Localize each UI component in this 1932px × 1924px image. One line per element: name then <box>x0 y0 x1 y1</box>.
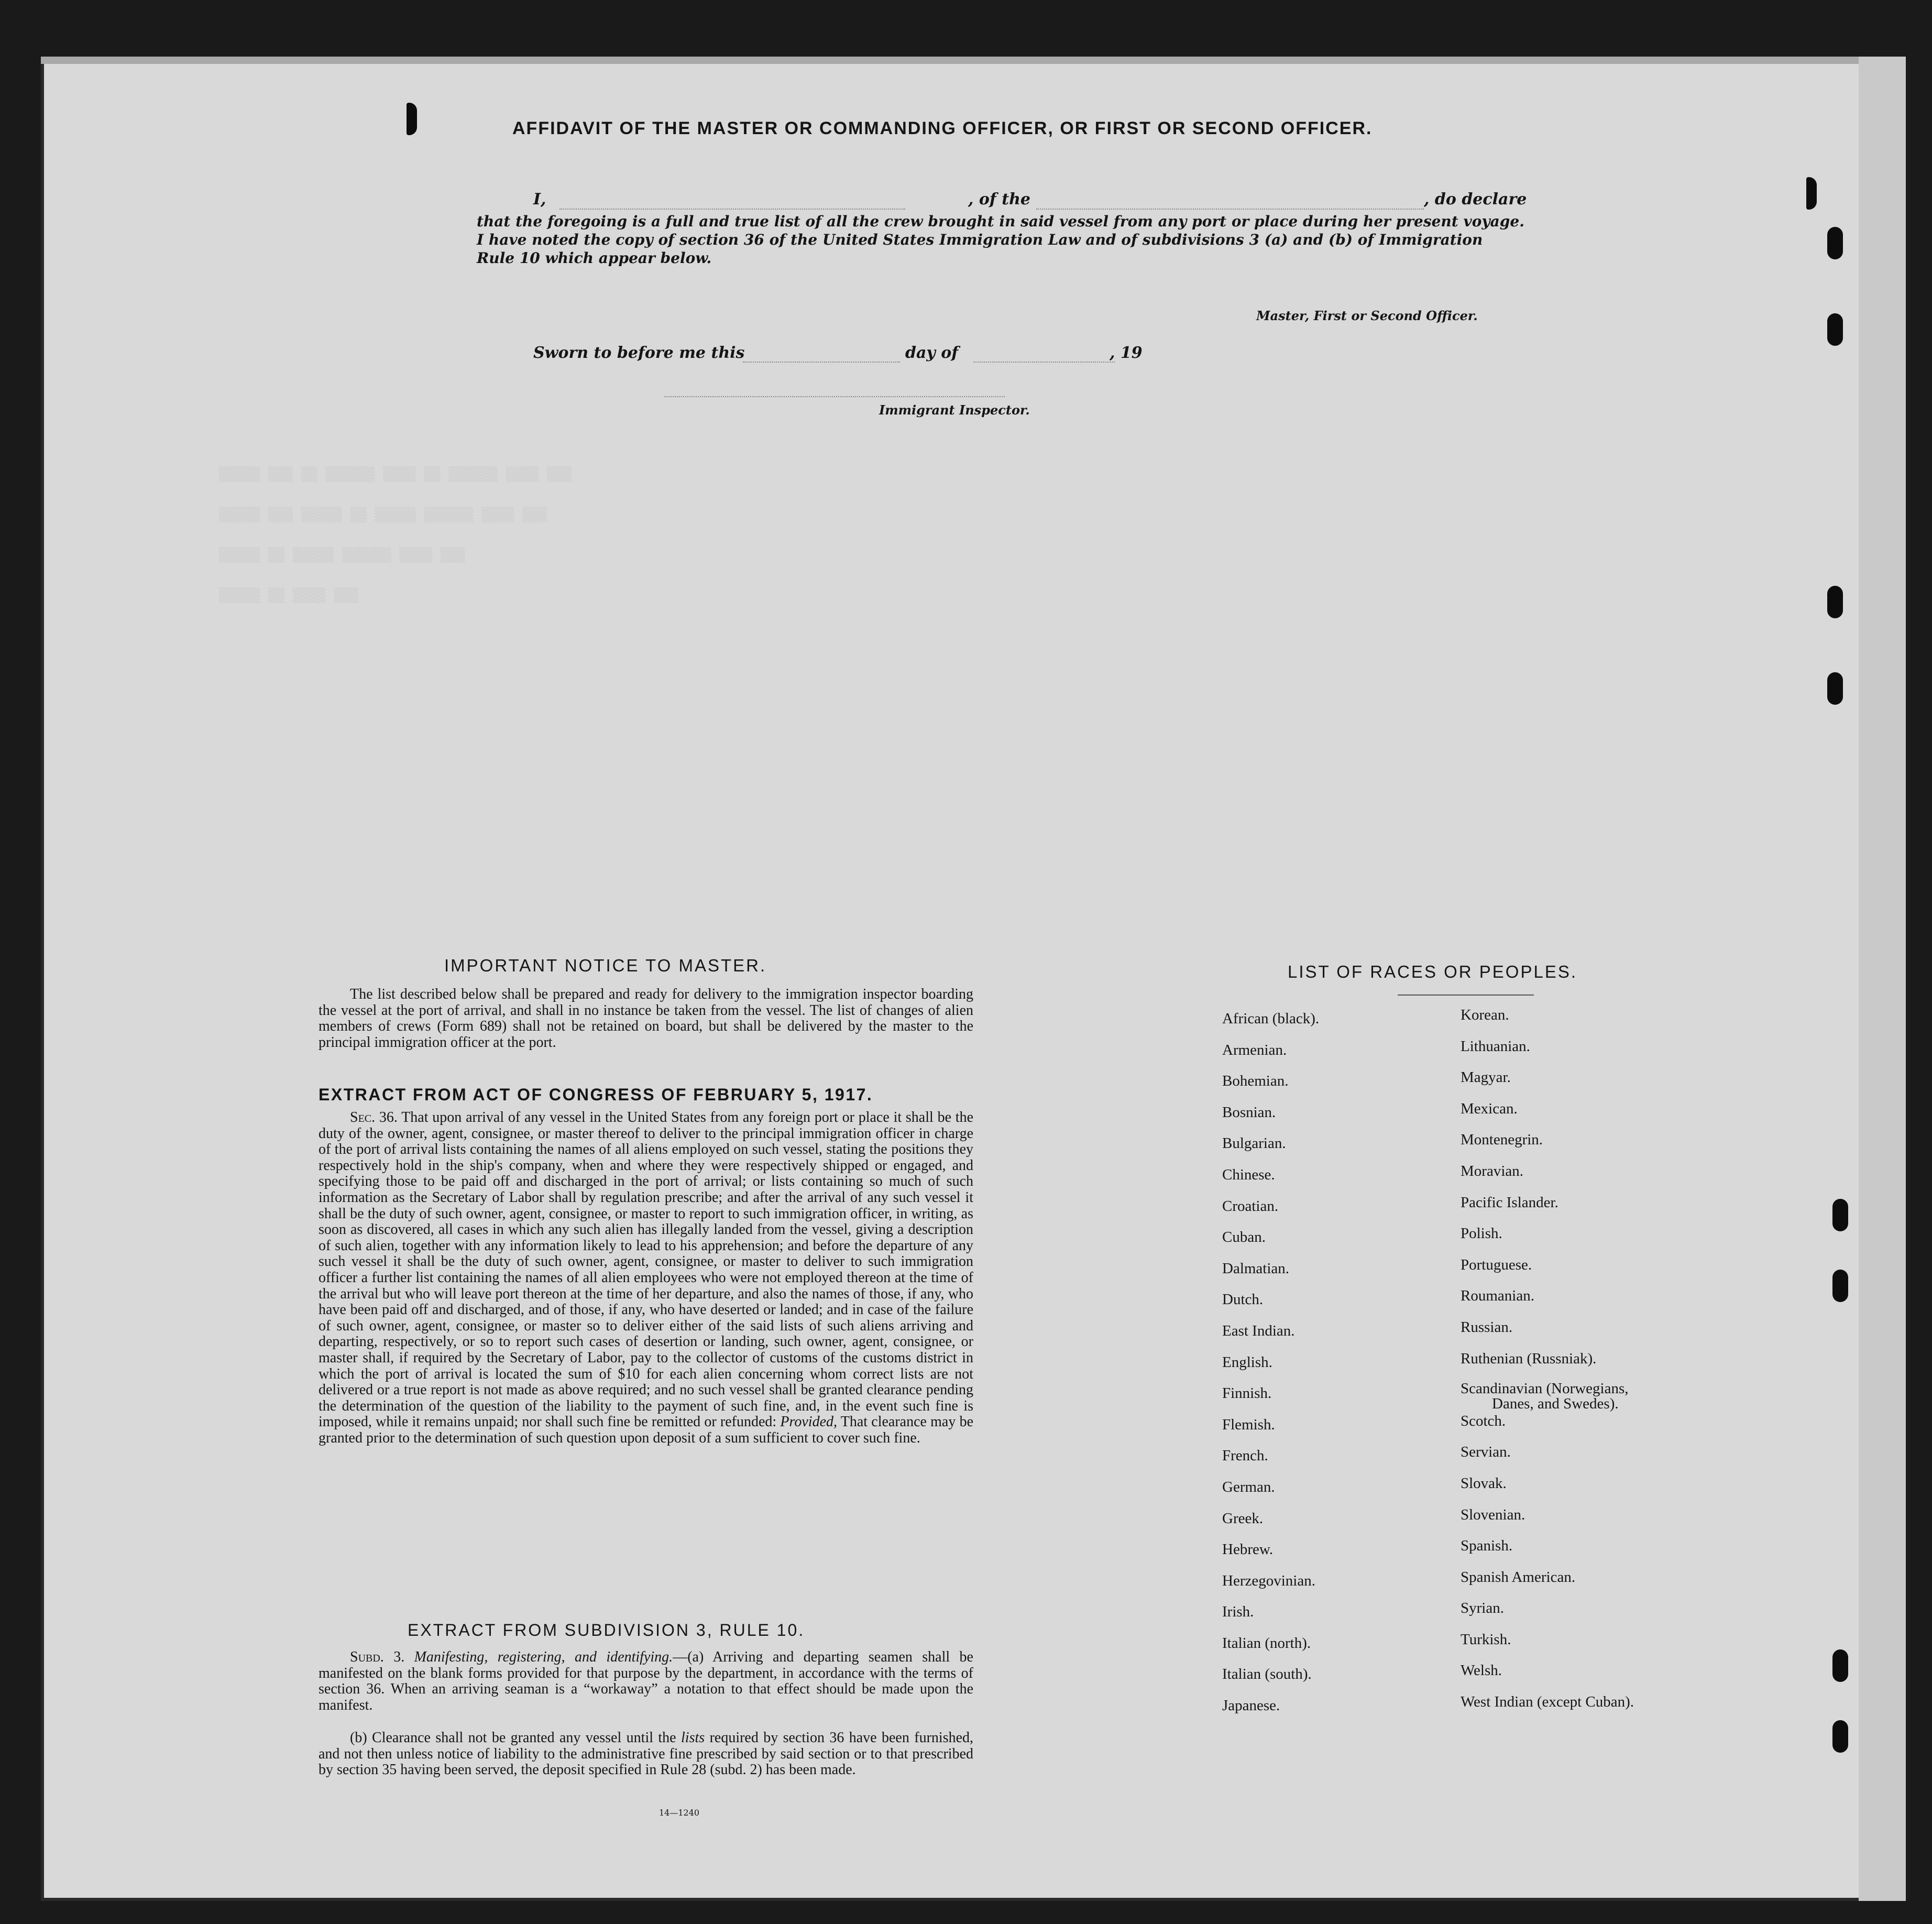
race-item: Mexican. <box>1461 1100 1518 1117</box>
sworn-month-line <box>973 362 1115 363</box>
race-item: Ruthenian (Russniak). <box>1461 1350 1597 1367</box>
name-field-line <box>559 209 905 210</box>
race-item: Bulgarian. <box>1222 1135 1286 1152</box>
race-item: Dutch. <box>1222 1291 1264 1308</box>
affidavit-declare-label: , do declare <box>1424 190 1527 209</box>
punch-hole-icon <box>1806 177 1817 210</box>
race-item-scandinavian: Scandinavian (Norwegians, <box>1461 1380 1629 1397</box>
day-of-label: day of <box>905 344 959 362</box>
race-item-scandinavian-cont: Danes, and Swedes). <box>1492 1395 1619 1413</box>
punch-hole-icon <box>1827 313 1843 346</box>
races-left-column <box>1222 1010 1442 1729</box>
race-item: Italian (south). <box>1222 1666 1312 1683</box>
act-provided-label: Provided, <box>780 1414 838 1430</box>
notice-text: The list described below shall be prepared and ready for delivery to the immigration inspector boarding the vessel at the port of arrival, and shall in no instance be taken from the vessel. The list of changes of alien members of crews (Form 689) shall not be retained on board, but shall be delivered by the master to the principal immigration officer at the port. <box>319 986 973 1051</box>
affidavit-of-the-label: , of the <box>968 190 1031 209</box>
race-item: Italian (north). <box>1222 1634 1311 1652</box>
punch-hole-icon <box>1827 586 1843 618</box>
race-item: Dalmatian. <box>1222 1260 1290 1277</box>
affidavit-line-3: I have noted the copy of section 36 of the United States Immigration Law and of subdivisions 3 (a) and (b) of Immigration <box>477 231 1483 248</box>
document-page <box>41 57 1906 1901</box>
race-item: Turkish. <box>1461 1631 1511 1648</box>
right-binding-strip <box>1859 57 1906 1901</box>
race-item: Lithuanian. <box>1461 1037 1530 1055</box>
race-item: Servian. <box>1461 1444 1511 1461</box>
sworn-label: Sworn to before me this <box>533 344 745 362</box>
punch-hole-icon <box>407 103 417 135</box>
rule-para-b-rest: required by section 36 have been furnished, and not then unless notice of liability to the administrative fine prescribed by said section or to that prescribed by section 35 having been served, the deposit specified in Rule 28 (subd. 2) has been made. <box>319 1730 974 1778</box>
form-number: 14—1240 <box>659 1808 700 1818</box>
race-item: Armenian. <box>1222 1041 1287 1058</box>
race-item: Magyar. <box>1461 1069 1511 1086</box>
race-item: African (black). <box>1222 1010 1320 1027</box>
race-item: Pacific Islander. <box>1461 1194 1558 1211</box>
race-item: Finnish. <box>1222 1385 1272 1402</box>
race-item: Cuban. <box>1222 1229 1266 1246</box>
bleed-through-text: ▒▒▒▒▒ ▒▒▒ ▒▒ ▒▒▒▒▒▒ ▒▒▒▒ ▒▒ ▒▒▒▒▒▒ ▒▒▒▒ ▒▒▒ ▒▒▒▒▒ ▒▒▒ ▒▒▒▒▒ ▒▒ ▒▒▒▒▒ ▒▒▒▒▒▒ ▒▒▒▒ ▒▒▒ ▒▒▒▒▒ ▒▒ ▒▒▒▒▒ ▒▒▒▒▒▒ ▒▒▒▒ ▒▒▒ ▒▒▒▒▒ ▒▒ ▒▒▒▒ ▒▒▒ <box>219 467 572 604</box>
race-item: Korean. <box>1461 1007 1509 1023</box>
race-item: Welsh. <box>1461 1662 1502 1679</box>
race-item: Syrian. <box>1461 1600 1504 1617</box>
sworn-day-line <box>743 362 900 363</box>
race-item: Spanish American. <box>1461 1568 1576 1586</box>
race-item: Bohemian. <box>1222 1073 1289 1090</box>
race-item: Chinese. <box>1222 1166 1275 1183</box>
punch-hole-icon <box>1832 1270 1848 1302</box>
race-item: Portuguese. <box>1461 1256 1532 1273</box>
act-section-text: That upon arrival of any vessel in the United States from any foreign port or place it shall be the duty of the owner, agent, consignee, or master thereof to deliver to the principal immigration officer in charge of the port of arrival lists containing the names of all aliens employed on such vessel, stating the positions they respectively hold in the ship's company, when and where they were respectively shipped or engaged, and specifying those to be paid off and discharged in the port of arrival; or lists containing so much of such information as the Secretary of Labor shall by regulation prescribe; and after the arrival of any such vessel it shall be the duty of such owner, agent, consignee, or master to report to such immigration officer, in writing, as soon as discovered, all cases in which any such alien has illegally landed from the vessel, giving a description of such alien, together with any information likely to lead to his apprehension; and before the departure of any such vessel it shall be the duty of such owner, agent, consignee, or master to deliver to such immigration officer a further list containing the names of all alien employees who were not employed thereon at the time of the arrival but who will leave port thereon at the time of her departure, and also the names of those, if any, who have been paid off and discharged, and of those, if any, who have deserted or landed; and in case of the failure of such owner, agent, consignee, or master so to deliver either of the said lists of such aliens arriving and departing, respectively, or so to report such cases of desertion or landing, such owner, agent, consignee, or master shall, if required by the Secretary of Labor, pay to the collector of customs of the customs district in which the port of arrival is located the sum of $10 for each alien concerning whom correct lists are not delivered or a true report is not made as above required; and no such vessel shall be granted clearance pending the determination of the question of the liability to the payment of such fine, and, in the event such fine is imposed, while it remains unpaid; nor shall such fine be remitted or refunded: <box>319 1109 973 1430</box>
master-signature-label: Master, First or Second Officer. <box>1256 308 1478 323</box>
race-item: Moravian. <box>1461 1162 1523 1179</box>
act-extract-title: EXTRACT FROM ACT OF CONGRESS OF FEBRUARY 5, 1917. <box>319 1085 873 1104</box>
rule-para-b-lead: (b) Clearance shall not be granted any vessel until the <box>350 1730 676 1746</box>
rule-extract-title: EXTRACT FROM SUBDIVISION 3, RULE 10. <box>408 1621 805 1639</box>
race-item: Japanese. <box>1222 1697 1280 1714</box>
race-item: Roumanian. <box>1461 1287 1534 1305</box>
race-item: Herzegovinian. <box>1222 1572 1315 1589</box>
race-item: Flemish. <box>1222 1416 1275 1433</box>
races-title: LIST OF RACES OR PEOPLES. <box>1288 962 1578 981</box>
act-section-tail: That clearance may be granted prior to the determination of such question upon deposit of a sum sufficient to cover such fine. <box>319 1414 973 1446</box>
year-label: , 19 <box>1110 344 1143 362</box>
rule-extract-para-a <box>319 1649 973 1713</box>
races-right-column <box>1461 1007 1733 1725</box>
race-item <box>1461 1381 1733 1413</box>
race-item: East Indian. <box>1222 1322 1295 1339</box>
punch-hole-icon <box>1827 672 1843 705</box>
affidavit-line-2: that the foregoing is a full and true list of all the crew brought in said vessel from any port or place during her present voyage. <box>477 213 1524 230</box>
punch-hole-icon <box>1832 1649 1848 1682</box>
rule-extract-para-b <box>319 1730 973 1778</box>
race-item: Greek. <box>1222 1510 1264 1527</box>
rule-subd-label: Subd. 3. <box>350 1649 405 1665</box>
affidavit-i-label: I, <box>533 190 546 209</box>
notice-title: IMPORTANT NOTICE TO MASTER. <box>444 956 767 975</box>
vessel-field-line <box>1036 209 1424 210</box>
race-item: Irish. <box>1222 1603 1254 1621</box>
rule-para-b-italic: lists <box>681 1730 705 1746</box>
race-item: Russian. <box>1461 1318 1513 1336</box>
race-item: West Indian (except Cuban). <box>1461 1693 1634 1711</box>
race-item: English. <box>1222 1353 1272 1371</box>
race-item: Spanish. <box>1461 1537 1513 1555</box>
race-item: German. <box>1222 1478 1275 1495</box>
inspector-label: Immigrant Inspector. <box>879 402 1030 418</box>
rule-para-a-text: —(a) Arriving and departing seamen shall be manifested on the blank forms provided for that purpose by the department, in accordance with the terms of section 36. When an arriving seaman is a “workaway” a notation to that effect should be made upon the manifest. <box>319 1649 973 1713</box>
affidavit-line-4: Rule 10 which appear below. <box>477 249 712 267</box>
act-extract-body <box>319 1110 973 1446</box>
race-item: Slovak. <box>1461 1474 1507 1492</box>
top-edge <box>41 57 1906 64</box>
race-item: Hebrew. <box>1222 1541 1274 1558</box>
race-item: Scotch. <box>1461 1412 1506 1429</box>
act-section-label: Sec. 36. <box>350 1109 398 1125</box>
race-item: Croatian. <box>1222 1197 1279 1215</box>
punch-hole-icon <box>1832 1199 1848 1231</box>
races-title-rule <box>1398 994 1534 996</box>
race-item: Montenegrin. <box>1461 1131 1543 1149</box>
punch-hole-icon <box>1827 227 1843 259</box>
race-item: Polish. <box>1461 1225 1502 1242</box>
rule-subd-heading: Manifesting, registering, and identifying. <box>414 1649 673 1665</box>
affidavit-title: AFFIDAVIT OF THE MASTER OR COMMANDING OFFICER, OR FIRST OR SECOND OFFICER. <box>512 118 1373 138</box>
inspector-signature-line <box>664 396 1005 397</box>
punch-hole-icon <box>1832 1720 1848 1753</box>
race-item: Bosnian. <box>1222 1103 1276 1121</box>
race-item: Slovenian. <box>1461 1506 1525 1523</box>
race-item: French. <box>1222 1447 1268 1464</box>
